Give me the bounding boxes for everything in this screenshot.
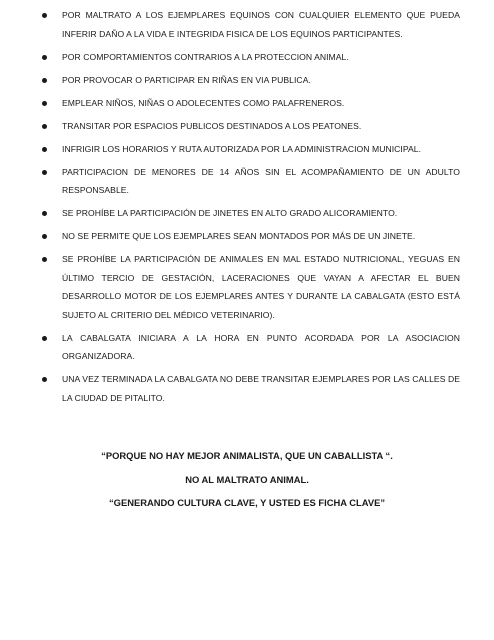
bullet-icon: [42, 170, 47, 175]
list-item: [62, 204, 460, 223]
list-item: [62, 227, 460, 246]
list-item: [62, 6, 460, 43]
bullet-icon: [42, 13, 47, 18]
list-item: [62, 250, 460, 324]
list-item: [62, 94, 460, 113]
bullet-icon: [42, 336, 47, 341]
bullet-icon: [42, 377, 47, 382]
slogan-no-maltrato: NO AL MALTRATO ANIMAL.: [185, 474, 309, 485]
list-item: [62, 163, 460, 200]
rule-text: SE PROHÍBE LA PARTICIPACIÓN DE JINETES EN ALTO GRADO ALICORAMIENTO.: [62, 208, 398, 218]
rule-text: SE PROHÍBE LA PARTICIPACIÓN DE ANIMALES EN MAL ESTADO NUTRICIONAL, YEGUAS EN ÚLTIMO TERCIO DE GESTACIÓN, LACERACIONES QUE VAYAN A AFECTAR EL BUEN DESARROLLO MOTOR DE LOS EJEMPLARES ANTES Y DURANTE LA CABALGATA (ESTO ESTÁ SUJETO AL CRITERIO DEL MÉDICO VETERINARIO).: [62, 254, 460, 320]
bullet-icon: [42, 234, 47, 239]
rule-text: EMPLEAR NIÑOS, NIÑAS O ADOLECENTES COMO PALAFRENEROS.: [62, 97, 345, 108]
list-item: [62, 71, 460, 90]
list-item: [62, 370, 460, 407]
bullet-icon: [42, 55, 47, 60]
rule-text: LA CABALGATA INICIARA A LA HORA EN PUNTO ACORDADA POR LA ASOCIACION ORGANIZADORA.: [62, 332, 460, 361]
slogan-ficha-clave: “GENERANDO CULTURA CLAVE, Y USTED ES FICHA CLAVE”: [108, 497, 386, 508]
bullet-icon: [42, 147, 47, 152]
rule-text: UNA VEZ TERMINADA LA CABALGATA NO DEBE TRANSITAR EJEMPLARES POR LAS CALLES DE LA CIUDAD DE PITALITO.: [62, 374, 460, 403]
rule-text: POR PROVOCAR O PARTICIPAR EN RIÑAS EN VIA PUBLICA.: [62, 74, 311, 85]
rule-text: PARTICIPACION DE MENORES DE 14 AÑOS SIN EL ACOMPAÑAMIENTO DE UN ADULTO RESPONSABLE.: [62, 166, 460, 195]
slogan-caballista: “PORQUE NO HAY MEJOR ANIMALISTA, QUE UN CABALLISTA “.: [101, 450, 393, 461]
rule-text: INFRIGIR LOS HORARIOS Y RUTA AUTORIZADA POR LA ADMINISTRACION MUNICIPAL.: [62, 143, 422, 154]
list-item: [62, 140, 460, 159]
rule-text: TRANSITAR POR ESPACIOS PUBLICOS DESTINADOS A LOS PEATONES.: [62, 120, 362, 131]
bullet-icon: [42, 211, 47, 216]
rule-text: POR COMPORTAMIENTOS CONTRARIOS A LA PROTECCION ANIMAL.: [62, 51, 349, 62]
rule-text: POR MALTRATO A LOS EJEMPLARES EQUINOS CON CUALQUIER ELEMENTO QUE PUEDA INFERIR DAÑO A LA VIDA E INTEGRIDA FISICA DE LOS EQUINOS PARTICIPANTES.: [62, 10, 460, 39]
bullet-icon: [42, 101, 47, 106]
list-item: [62, 48, 460, 67]
rules-list: [62, 6, 460, 412]
bullet-icon: [42, 124, 47, 129]
rule-text: NO SE PERMITE QUE LOS EJEMPLARES SEAN MONTADOS POR MÁS DE UN JINETE.: [62, 231, 416, 241]
bullet-icon: [42, 78, 47, 83]
list-item: [62, 329, 460, 366]
bullet-icon: [42, 257, 47, 262]
list-item: [62, 117, 460, 136]
